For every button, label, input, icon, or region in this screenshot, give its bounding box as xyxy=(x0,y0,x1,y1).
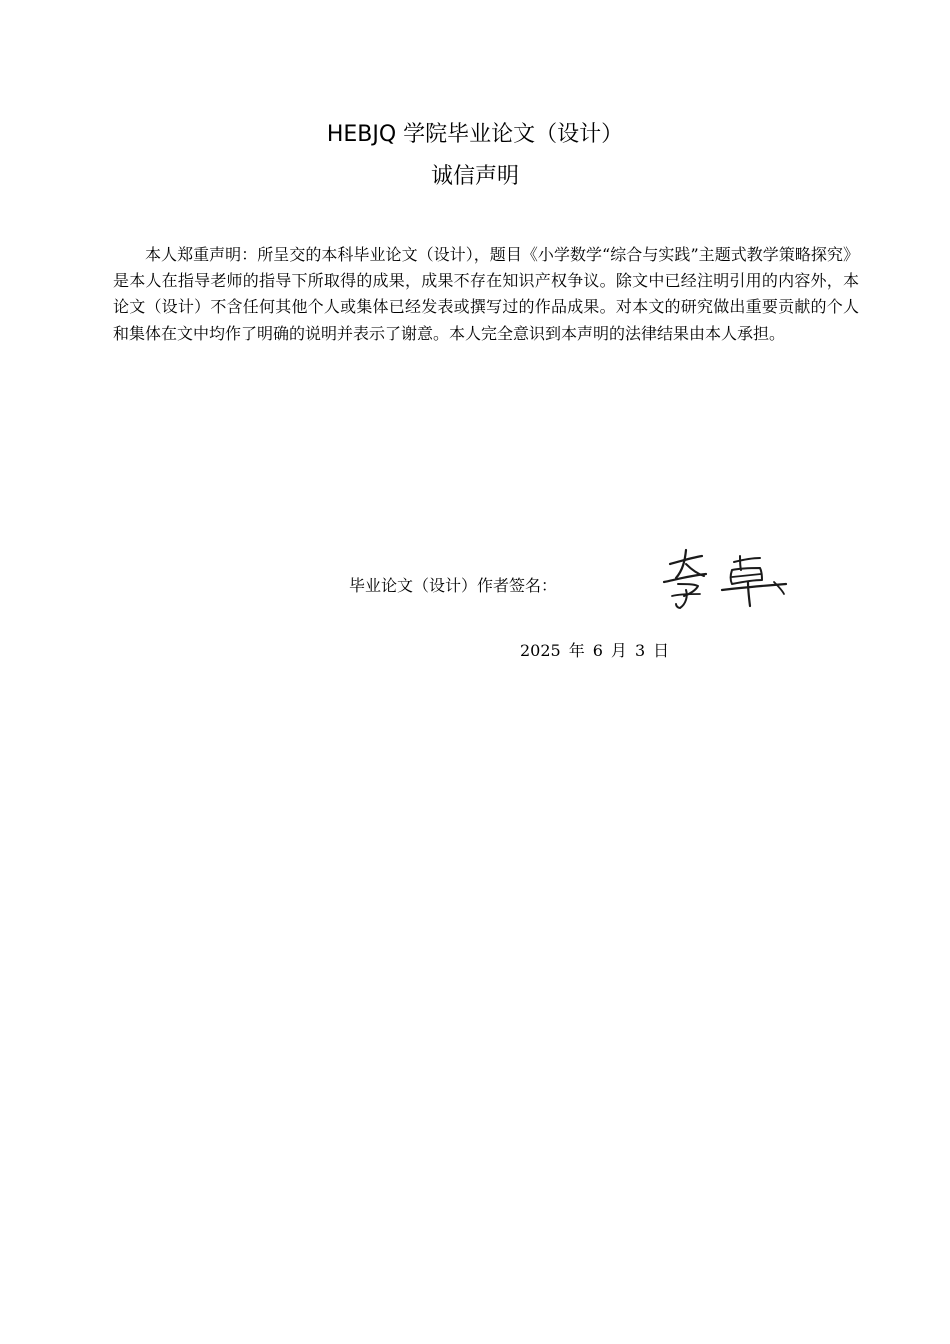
document-subtitle: 诚信声明 xyxy=(430,164,519,189)
date-month-unit: 月 xyxy=(610,641,627,660)
signature-row xyxy=(349,570,557,601)
declaration-paragraph: 本人郑重声明：所呈交的本科毕业论文（设计），题目《小学数学“综合与实践”主题式教学策略探究》是本人在指导老师的指导下所取得的成果，成果不存在知识产权争议。除文中已经注明引用的内容外，本论文（设计）不含任何其他个人或集体已经发表或撰写过的作品成果。对本文的研究做出重要贡献的个人和集体在文中均作了明确的说明并表示了谢意。本人完全意识到本声明的法律结果由本人承担。 xyxy=(113,245,859,343)
date-day-unit: 日 xyxy=(653,641,670,660)
document-title: HEBJQ 学院毕业论文（设计） xyxy=(326,122,624,147)
date-day: 3 xyxy=(634,641,646,660)
handwritten-signature xyxy=(656,546,790,610)
date-year-unit: 年 xyxy=(568,641,585,660)
title-block xyxy=(0,114,950,198)
date-year: 2025 xyxy=(520,641,561,660)
signature-label: 毕业论文（设计）作者签名： xyxy=(349,575,558,595)
signature-date xyxy=(520,638,669,664)
date-month: 6 xyxy=(592,641,603,660)
